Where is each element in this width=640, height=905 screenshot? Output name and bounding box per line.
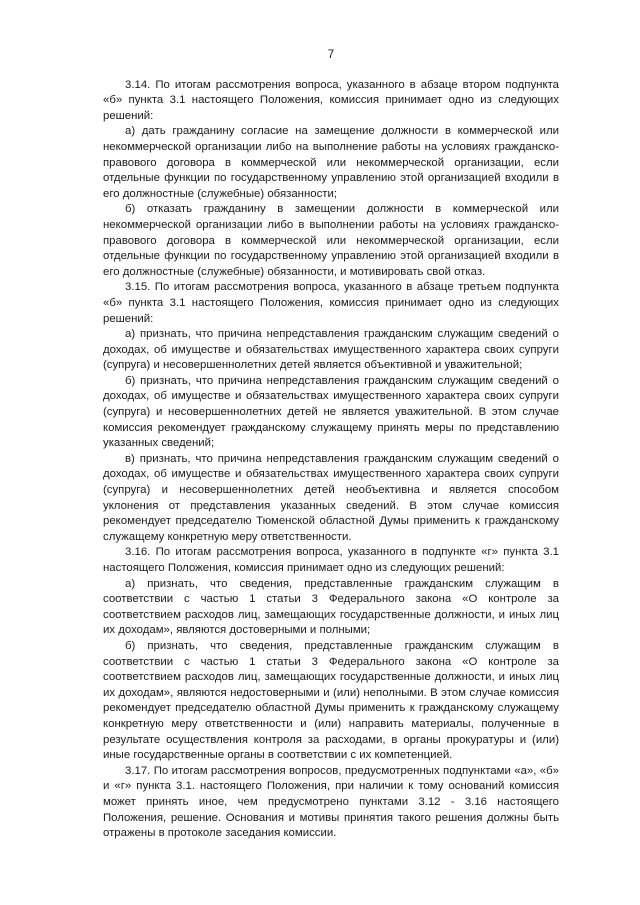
paragraph-3-15-a: а) признать, что причина непредставления гражданским служащим сведений о доходах, об имуществе и обязательствах имущественного характера своих супруги (супруга) и несовершеннолетних детей является объективной и уважительной;	[103, 328, 559, 372]
paragraph-3-16-b: б) признать, что сведения, представленные гражданским служащим в соответствии с частью 1 статьи 3 Федерального закона «О контроле за соответствием расходов лиц, замещающих государственные должности, и иных лиц их доходам», являются недостоверными и (или) неполными. В этом случае комиссия рекомендует председателю областной Думы применить к гражданскому служащему конкретную меру ответственности и (или) направить материалы, полученные в результате осуществления контроля за расходами, в органы прокуратуры и (или) иные государственные органы в соответствии с их компетенцией.	[103, 639, 559, 762]
paragraph-3-17: 3.17. По итогам рассмотрения вопросов, предусмотренных подпунктами «а», «б» и «г» пункта 3.1. настоящего Положения, при наличии к тому оснований комиссия может принять иное, чем предусмотрено пунктами 3.12 - 3.16 настоящего Положения, решение. Основания и мотивы принятия такого решения должны быть отражены в протоколе заседания комиссии.	[103, 764, 559, 840]
paragraph-3-14: 3.14. По итогам рассмотрения вопроса, указанного в абзаце втором подпункта «б» пункта 3.1 настоящего Положения, комиссия принимает одно из следующих решений:	[103, 78, 559, 122]
paragraph-3-16-a: а) признать, что сведения, представленные гражданским служащим в соответствии с частью 1 статьи 3 Федерального закона «О контроле за соответствием расходов лиц, замещающих государственные должности, и иных лиц их доходам», являются достоверными и полными;	[103, 577, 559, 637]
paragraph-3-15-v: в) признать, что причина непредставления гражданским служащим сведений о доходах, об имуществе и обязательствах имущественного характера своих супруги (супруга) и несовершеннолетних детей необъективна и является способом уклонения от представления указанных сведений. В этом случае комиссия рекомендует председателю Тюменской областной Думы применить к гражданскому служащему конкретную меру ответственности.	[103, 452, 559, 543]
paragraph-3-15: 3.15. По итогам рассмотрения вопроса, указанного в абзаце третьем подпункта «б» пункта 3.1 настоящего Положения, комиссия принимает одно из следующих решений:	[103, 281, 559, 325]
paragraph-3-14-a: а) дать гражданину согласие на замещение должности в коммерческой или некоммерческой организации либо на выполнение работы на условиях гражданско-правового договора в коммерческой или некоммерческой организации, если отдельные функции по государственному управлению этой организацией входили в его должностные (служебные) обязанности;	[103, 125, 559, 200]
document-page	[103, 48, 559, 842]
paragraph-3-14-b: б) отказать гражданину в замещении должности в коммерческой или некоммерческой организации либо в выполнении работы на условиях гражданско-правового договора в коммерческой или некоммерческой организации, если отдельные функции по государственному управлению этой организацией входили в его должностные (служебные) обязанности, и мотивировать свой отказ.	[103, 203, 559, 278]
paragraph-3-16: 3.16. По итогам рассмотрения вопроса, указанного в подпункте «г» пункта 3.1 настоящего Положения, комиссия принимает одно из следующих решений:	[103, 546, 559, 574]
paragraph-3-15-b: б) признать, что причина непредставления гражданским служащим сведений о доходах, об имуществе и обязательствах имущественного характера своих супруги (супруга) и несовершеннолетних детей не является уважительной. В этом случае комиссия рекомендует гражданскому служащему принять меры по представлению указанных сведений;	[103, 374, 559, 450]
page-number: 7	[327, 49, 335, 61]
